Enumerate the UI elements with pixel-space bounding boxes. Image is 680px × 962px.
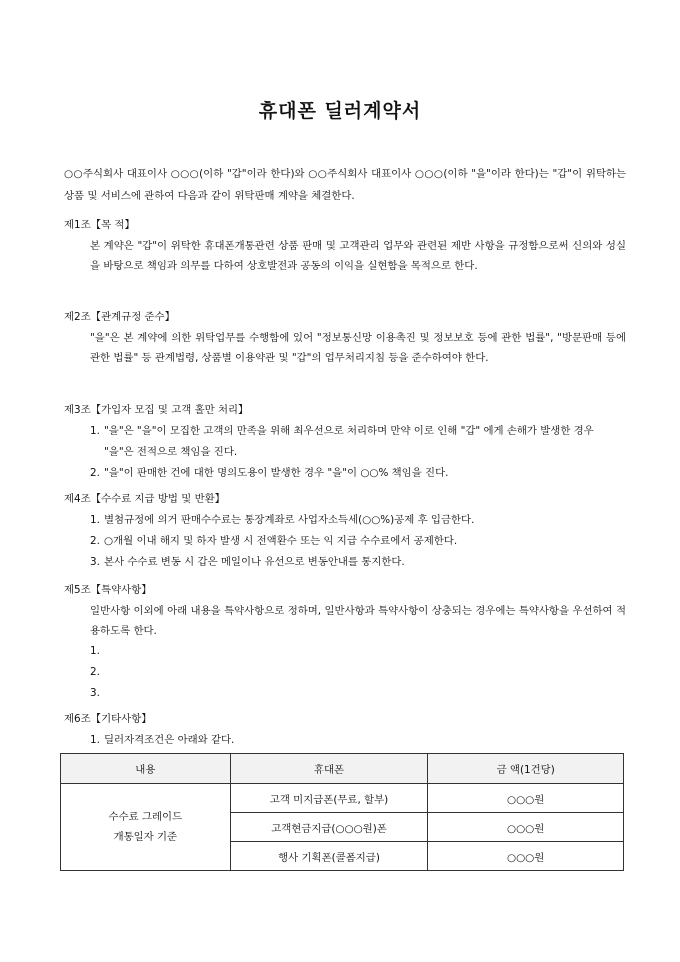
article-1-body: 본 계약은 "갑"이 위탁한 휴대폰개통관련 상품 판매 및 고객관리 업무와 관련된 제반 사항을 규정함으로써 신의와 성실을 바탕으로 책임과 의무를 다하여 상호발전과 공동의 이익을 실현함을 목적으로 한다. xyxy=(90,240,626,272)
header-phone: 휴대폰 xyxy=(230,754,428,784)
item-text xyxy=(104,662,626,683)
item-text: 별첨규정에 의거 판매수수료는 통장계좌로 사업자소득세(○○%)공제 후 입금한다. xyxy=(104,514,475,526)
preamble: ○○주식회사 대표이사 ○○○(이하 "갑"이라 한다)와 ○○주식회사 대표이사 ○○○(이하 "을"이라 한다)는 "갑"이 위탁하는 상품 및 서비스에 관하여 다음과 같이 위탁판매 계약을 체결한다. xyxy=(64,168,626,202)
article-4-item-3 xyxy=(90,552,626,573)
item-text: "을"은 "을"이 모집한 고객의 만족을 위해 최우선으로 처리하며 만약 이로 인해 "갑" 에게 손해가 발생한 경우 "을"은 전적으로 책임을 진다. xyxy=(104,425,594,458)
dealer-terms-table xyxy=(60,753,624,871)
table-header-row xyxy=(61,754,624,784)
article-1-title: 제1조【목 적】 xyxy=(64,219,135,231)
article-5-body: 일반사항 이외에 아래 내용을 특약사항으로 정하며, 일반사항과 특약사항이 상충되는 경우에는 특약사항을 우선하여 적용하도록 한다. xyxy=(90,605,626,637)
commission-grade-cell xyxy=(61,784,231,871)
item-number: 3. xyxy=(90,687,100,699)
amount-cell: ○○○원 xyxy=(428,813,624,842)
article-3 xyxy=(64,400,626,484)
article-6-title: 제6조【기타사항】 xyxy=(64,713,152,725)
article-6 xyxy=(64,709,626,751)
amount-cell: ○○○원 xyxy=(428,842,624,871)
amount-cell: ○○○원 xyxy=(428,784,624,813)
article-5-item-2 xyxy=(90,662,626,683)
article-3-title: 제3조【가입자 모집 및 고객 홀만 처리】 xyxy=(64,404,249,416)
phone-cell: 행사 기획폰(콜폼지급) xyxy=(230,842,428,871)
article-4 xyxy=(64,489,626,573)
header-amount: 금 액(1건당) xyxy=(428,754,624,784)
article-3-item-2 xyxy=(90,463,626,484)
article-4-item-1 xyxy=(90,510,626,531)
item-text: ○개월 이내 해지 및 하자 발생 시 전액환수 또는 익 지급 수수료에서 공제한다. xyxy=(104,535,458,547)
merged-cell-line-2: 개통일자 기준 xyxy=(113,831,178,843)
phone-cell: 고객현금지급(○○○원)폰 xyxy=(230,813,428,842)
article-2 xyxy=(64,307,626,368)
article-4-item-2 xyxy=(90,531,626,552)
article-5-item-3 xyxy=(90,683,626,704)
item-text: 딜러자격조건은 아래와 같다. xyxy=(104,734,235,746)
article-4-title: 제4조【수수료 지급 방법 및 반환】 xyxy=(64,493,226,505)
header-content: 내용 xyxy=(61,754,231,784)
item-number: 2. xyxy=(90,535,100,547)
merged-cell-line-1: 수수료 그레이드 xyxy=(108,811,183,823)
item-number: 3. xyxy=(90,556,100,568)
item-text xyxy=(104,683,626,704)
item-text: "을"이 판매한 건에 대한 명의도용이 발생한 경우 "을"이 ○○% 책임을 진다. xyxy=(104,467,449,479)
article-5-title: 제5조【특약사항】 xyxy=(64,584,152,596)
article-5-item-1 xyxy=(90,641,626,662)
article-2-title: 제2조【관계규정 준수】 xyxy=(64,311,175,323)
article-6-item-1 xyxy=(90,730,626,751)
article-5 xyxy=(64,580,626,704)
item-number: 1. xyxy=(90,734,100,746)
item-number: 1. xyxy=(90,425,100,437)
article-2-body: "을"은 본 계약에 의한 위탁업무를 수행함에 있어 "정보통신망 이용촉진 및 정보보호 등에 관한 법률", "방문판매 등에 관한 법률" 등 관계법령, 상품별 이용약관 및 "갑"의 업무처리지침 등을 준수하여야 한다. xyxy=(90,332,626,364)
document-title: 휴대폰 딜러계약서 xyxy=(258,100,422,122)
item-number: 1. xyxy=(90,514,100,526)
article-3-item-1 xyxy=(90,421,626,463)
article-1 xyxy=(64,215,626,276)
item-number: 2. xyxy=(90,666,100,678)
item-number: 1. xyxy=(90,645,100,657)
item-text xyxy=(104,641,626,662)
item-text: 본사 수수료 변동 시 갑은 메일이나 유선으로 변동안내를 통지한다. xyxy=(104,556,405,568)
item-number: 2. xyxy=(90,467,100,479)
table-row xyxy=(61,784,624,813)
phone-cell: 고객 미지급폰(무료, 할부) xyxy=(230,784,428,813)
